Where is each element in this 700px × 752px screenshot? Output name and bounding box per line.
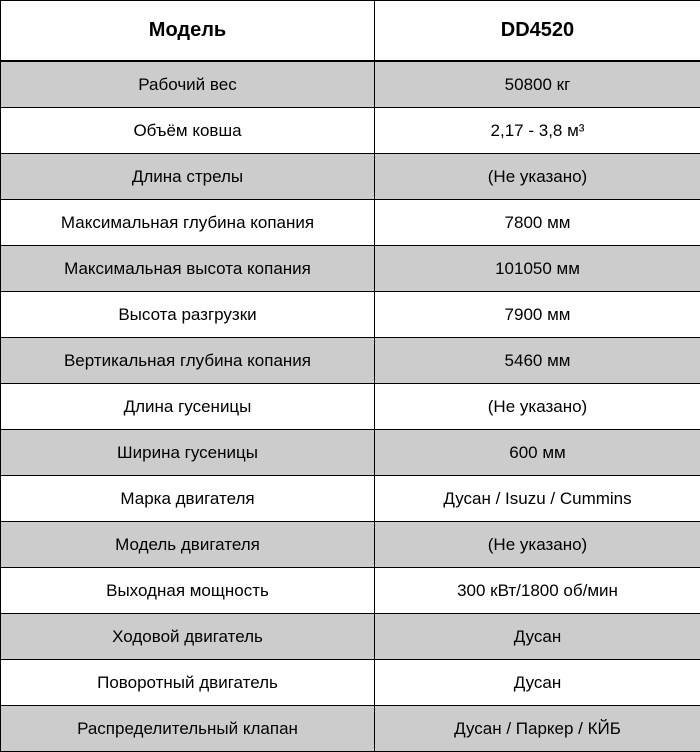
spec-value-cell: 300 кВт/1800 об/мин: [375, 568, 700, 614]
spec-name-cell: Ходовой двигатель: [1, 614, 375, 660]
spec-value-cell: 5460 мм: [375, 338, 700, 384]
spec-value-cell: 101050 мм: [375, 246, 700, 292]
spec-value-cell: 7800 мм: [375, 200, 700, 246]
table-row: [1, 200, 700, 246]
spec-value-cell: Дусан / Isuzu / Cummins: [375, 476, 700, 522]
table-row: [1, 430, 700, 476]
table-row: [1, 522, 700, 568]
table-row: [1, 706, 700, 752]
spec-name-cell: Марка двигателя: [1, 476, 375, 522]
table-row: [1, 614, 700, 660]
spec-name-cell: Выходная мощность: [1, 568, 375, 614]
spec-name-cell: Ширина гусеницы: [1, 430, 375, 476]
table-row: [1, 154, 700, 200]
table-row: [1, 660, 700, 706]
table-header-row: [1, 1, 700, 62]
table-row: [1, 384, 700, 430]
spec-name-cell: Рабочий вес: [1, 61, 375, 108]
spec-value-cell: (Не указано): [375, 384, 700, 430]
spec-value-cell: 600 мм: [375, 430, 700, 476]
spec-name-cell: Максимальная высота копания: [1, 246, 375, 292]
spec-name-cell: Распределительный клапан: [1, 706, 375, 752]
spec-value-cell: Дусан: [375, 614, 700, 660]
table-row: [1, 476, 700, 522]
spec-value-cell: Дусан: [375, 660, 700, 706]
spec-name-cell: Максимальная глубина копания: [1, 200, 375, 246]
spec-name-cell: Длина стрелы: [1, 154, 375, 200]
spec-name-cell: Длина гусеницы: [1, 384, 375, 430]
table-row: [1, 338, 700, 384]
spec-value-cell: 7900 мм: [375, 292, 700, 338]
table-row: [1, 108, 700, 154]
spec-name-cell: Вертикальная глубина копания: [1, 338, 375, 384]
table-row: [1, 292, 700, 338]
spec-name-cell: Высота разгрузки: [1, 292, 375, 338]
table-row: [1, 246, 700, 292]
spec-name-cell: Объём ковша: [1, 108, 375, 154]
spec-value-cell: (Не указано): [375, 154, 700, 200]
spec-value-cell: 50800 кг: [375, 61, 700, 108]
header-model-value: DD4520: [375, 1, 700, 62]
header-model-label: Модель: [1, 1, 375, 62]
table-row: [1, 61, 700, 108]
spec-name-cell: Поворотный двигатель: [1, 660, 375, 706]
spec-value-cell: 2,17 - 3,8 м³: [375, 108, 700, 154]
spec-name-cell: Модель двигателя: [1, 522, 375, 568]
table-body: [1, 61, 700, 752]
spec-value-cell: (Не указано): [375, 522, 700, 568]
table-row: [1, 568, 700, 614]
spec-value-cell: Дусан / Паркер / КЙБ: [375, 706, 700, 752]
